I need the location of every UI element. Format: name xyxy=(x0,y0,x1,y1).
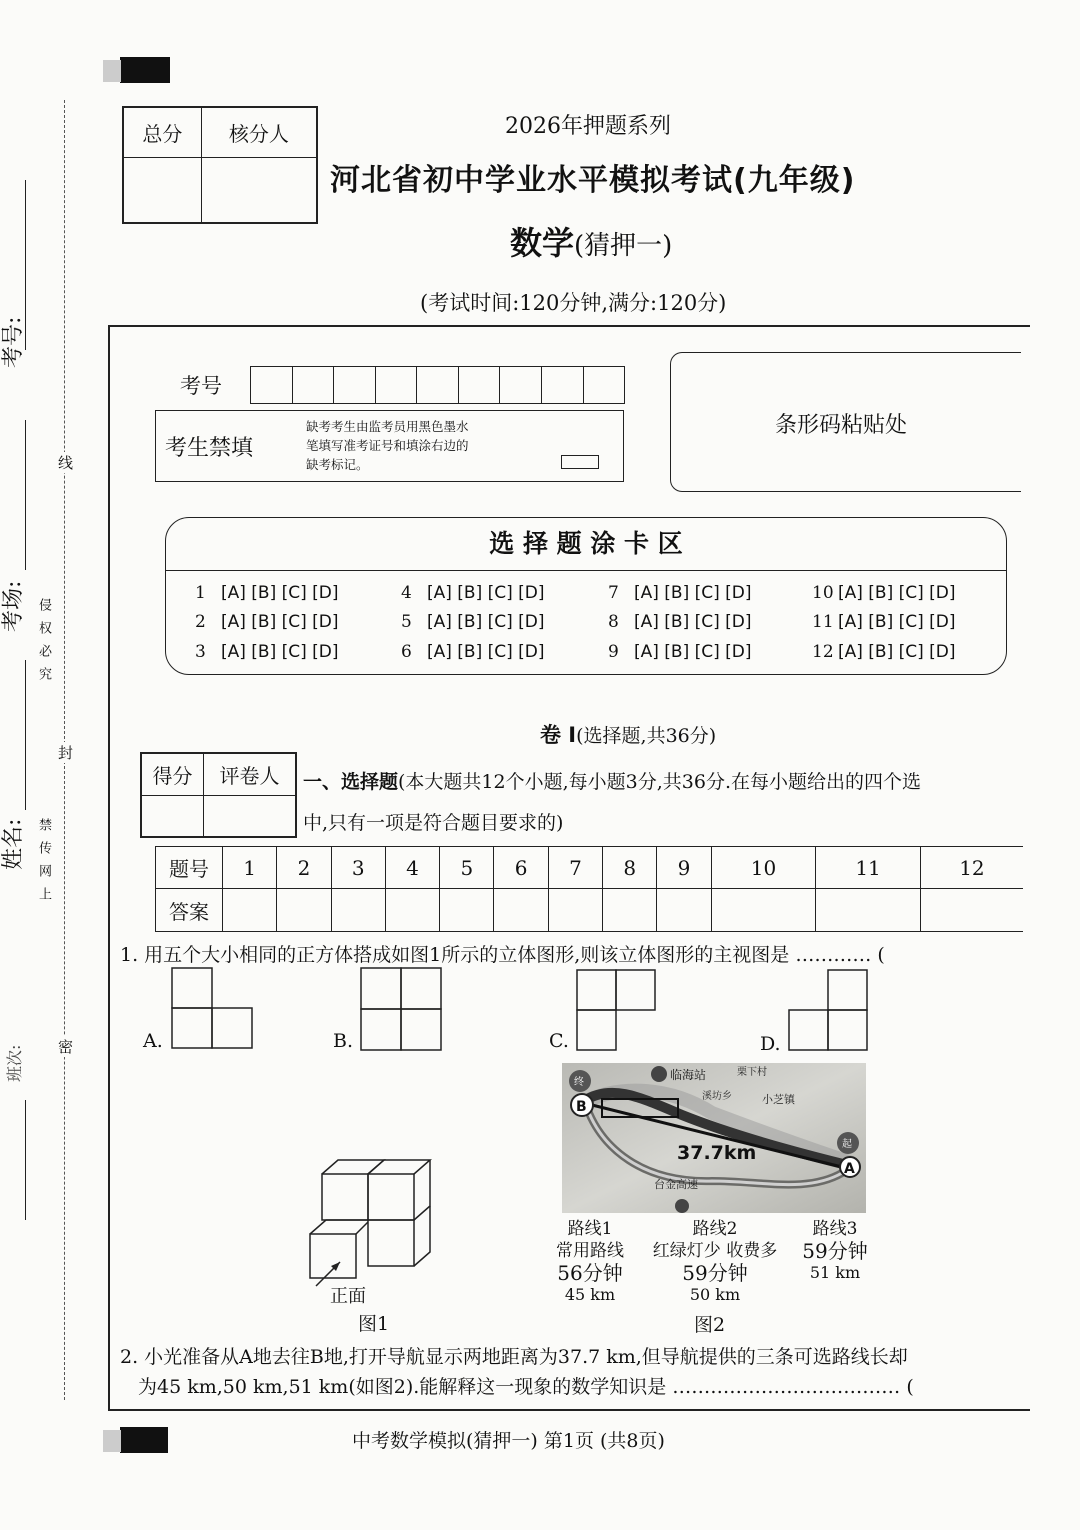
volume-note: (选择题,共36分) xyxy=(576,725,717,747)
exam-number-boxes[interactable] xyxy=(250,366,625,404)
answer-grid-number-header: 题号 xyxy=(156,847,223,889)
absent-note-line: 缺考考生由监考员用黑色墨水 xyxy=(306,419,469,434)
registration-mark-bottom xyxy=(120,1427,168,1453)
subject-name: 数学 xyxy=(510,224,575,262)
bubble-area-title: 选 择 题 涂 卡 区 xyxy=(489,529,683,558)
q1-option-d-label: D. xyxy=(760,1033,781,1055)
route-2-name: 路线2 xyxy=(692,1219,738,1239)
exam-number-digit[interactable] xyxy=(376,367,418,403)
bubble-question-number: 11 xyxy=(812,612,834,632)
series-title: 2026年押题系列 xyxy=(505,114,671,139)
answer-grid-number: 1 xyxy=(223,847,277,889)
answer-grid-number: 3 xyxy=(331,847,385,889)
bubble-question-number: 1 xyxy=(195,583,206,603)
bubble-question-number: 10 xyxy=(812,583,834,603)
exam-number-digit[interactable] xyxy=(459,367,501,403)
bubble-options: [A] [B] [C] [D] xyxy=(221,583,339,603)
barcode-area xyxy=(670,352,1021,492)
exam-title: 河北省初中学业水平模拟考试(九年级) xyxy=(330,163,856,198)
barcode-label: 条形码粘贴处 xyxy=(775,413,908,438)
map-place-linhai: 临海站 xyxy=(670,1068,707,1082)
banji-underline xyxy=(25,1100,26,1220)
bubble-row-1-col-2[interactable] xyxy=(401,583,545,603)
figure-1-caption: 图1 xyxy=(358,1313,390,1335)
route-2-note: 红绿灯少 收费多 xyxy=(652,1241,778,1261)
route-3-name: 路线3 xyxy=(812,1219,858,1239)
route-2-time: 59分钟 xyxy=(682,1261,748,1285)
volume-heading xyxy=(540,719,716,749)
bubble-question-number: 9 xyxy=(608,642,619,662)
bubble-row-1-col-4[interactable] xyxy=(812,583,956,603)
absent-note xyxy=(306,417,469,474)
section-description-line-1 xyxy=(303,762,921,803)
answer-grid-number: 10 xyxy=(711,847,816,889)
answer-grid-cell[interactable] xyxy=(920,889,1023,932)
bubble-question-number: 7 xyxy=(608,583,619,603)
map-start-marker: 起 xyxy=(842,1139,852,1150)
bubble-area-divider xyxy=(166,570,1006,571)
bubble-row-2-col-4[interactable] xyxy=(812,612,956,632)
score-checker-label: 核分人 xyxy=(201,107,317,157)
q1-option-b-label: B. xyxy=(333,1030,354,1052)
answer-grid-number: 5 xyxy=(440,847,494,889)
bubble-row-3-col-3[interactable] xyxy=(608,642,752,662)
q1-option-c-figure xyxy=(575,968,657,1052)
q1-option-d-figure xyxy=(788,968,870,1052)
registration-mark-top xyxy=(120,57,170,83)
grader-reviewer-cell[interactable] xyxy=(203,795,296,837)
xingming-underline xyxy=(25,660,26,810)
registration-mark-bottom-light xyxy=(103,1430,121,1452)
exam-number-label: 考号 xyxy=(180,374,222,398)
map-place-lixia: 栗下村 xyxy=(737,1067,767,1078)
q1-option-b-figure xyxy=(359,966,443,1052)
grader-score-label: 得分 xyxy=(141,753,203,795)
answer-grid-answer-header: 答案 xyxy=(156,889,223,932)
answer-grid-cell[interactable] xyxy=(277,889,331,932)
bubble-row-3-col-4[interactable] xyxy=(812,642,956,662)
bubble-row-2-col-1[interactable] xyxy=(195,612,339,632)
exam-number-digit[interactable] xyxy=(334,367,376,403)
bubble-question-number: 4 xyxy=(401,583,412,603)
bubble-row-1-col-3[interactable] xyxy=(608,583,752,603)
answer-grid-number: 7 xyxy=(548,847,602,889)
score-checker-cell[interactable] xyxy=(201,157,317,223)
subject-title xyxy=(510,218,672,264)
subject-suffix: (猜押一) xyxy=(574,231,673,261)
bubble-row-1-col-1[interactable] xyxy=(195,583,339,603)
answer-grid-number: 8 xyxy=(603,847,657,889)
exam-number-digit[interactable] xyxy=(293,367,335,403)
route-1 xyxy=(540,1218,640,1306)
answer-grid-cell[interactable] xyxy=(494,889,548,932)
bubble-options: [A] [B] [C] [D] xyxy=(838,642,956,662)
absent-note-line: 缺考标记。 xyxy=(306,457,369,472)
answer-grid-cell[interactable] xyxy=(385,889,439,932)
bubble-row-2-col-3[interactable] xyxy=(608,612,752,632)
route-2 xyxy=(640,1218,790,1306)
bubble-options: [A] [B] [C] [D] xyxy=(427,583,545,603)
grader-reviewer-label: 评卷人 xyxy=(203,753,296,795)
bubble-options: [A] [B] [C] [D] xyxy=(427,642,545,662)
answer-grid-cell[interactable] xyxy=(657,889,711,932)
total-score-table xyxy=(122,106,318,224)
map-point-b: B xyxy=(576,1099,587,1115)
section-description xyxy=(303,762,921,844)
bubble-row-3-col-1[interactable] xyxy=(195,642,339,662)
answer-grid-cell[interactable] xyxy=(711,889,816,932)
answer-grid-number: 6 xyxy=(494,847,548,889)
answer-grid-cell[interactable] xyxy=(440,889,494,932)
navigation-map xyxy=(562,1063,866,1213)
answer-grid-cell[interactable] xyxy=(223,889,277,932)
question-1-text: 1. 用五个大小相同的正方体搭成如图1所示的立体图形,则该立体图形的主视图是 ………… ( xyxy=(120,944,885,966)
map-point-a: A xyxy=(844,1161,855,1177)
route-3-distance: 51 km xyxy=(809,1263,861,1282)
front-view-label: 正面 xyxy=(330,1286,366,1307)
notice-copyright: 侵权必究 xyxy=(36,598,51,690)
map-place-xifang: 溪坊乡 xyxy=(702,1091,732,1102)
bubble-options: [A] [B] [C] [D] xyxy=(221,642,339,662)
map-end-marker: 终 xyxy=(574,1077,584,1088)
question-2-text xyxy=(120,1342,1020,1402)
absent-label: 考生禁填 xyxy=(165,436,254,461)
route-3 xyxy=(790,1218,880,1284)
bubble-question-number: 12 xyxy=(812,642,834,662)
bubble-options: [A] [B] [C] [D] xyxy=(634,642,752,662)
absent-note-line: 笔填写准考证号和填涂右边的 xyxy=(306,438,469,453)
bubble-options: [A] [B] [C] [D] xyxy=(634,612,752,632)
route-3-time: 59分钟 xyxy=(802,1239,868,1263)
section-heading: 一、选择题 xyxy=(303,771,399,793)
section-desc-text: (本大题共12个小题,每小题3分,共36分.在每小题给出的四个选 xyxy=(398,771,921,793)
exam-number-digit[interactable] xyxy=(584,367,625,403)
exam-number-digit[interactable] xyxy=(500,367,542,403)
banji-label: 班次: xyxy=(5,1044,24,1082)
line-word-feng: 封 xyxy=(58,744,74,762)
notice-no-upload: 禁传网上 xyxy=(36,818,51,910)
exam-number-digit[interactable] xyxy=(542,367,584,403)
bubble-row-3-col-2[interactable] xyxy=(401,642,545,662)
answer-grid-number: 12 xyxy=(920,847,1023,889)
kaochang-underline xyxy=(25,420,26,570)
figure-2-caption: 图2 xyxy=(694,1314,726,1336)
xingming-label: 姓名: xyxy=(1,818,26,870)
kaochang-label: 考场: xyxy=(1,580,26,632)
volume-label: 卷 I xyxy=(540,723,577,747)
map-distance-label: 37.7km xyxy=(677,1142,757,1164)
line-word-mi: 密 xyxy=(58,1038,74,1056)
answer-grid-cell[interactable] xyxy=(603,889,657,932)
question-2-line-1: 2. 小光准备从A地去往B地,打开导航显示两地距离为37.7 km,但导航提供的三条可选路线长却 xyxy=(120,1346,908,1368)
route-1-name: 路线1 xyxy=(567,1219,613,1239)
bubble-question-number: 6 xyxy=(401,642,412,662)
bubble-question-number: 3 xyxy=(195,642,206,662)
map-place-xiaozhi: 小芝镇 xyxy=(762,1093,795,1106)
section-description-line-2: 中,只有一项是符合题目要求的) xyxy=(303,812,564,834)
q1-option-c-label: C. xyxy=(549,1030,569,1052)
exam-number-digit[interactable] xyxy=(251,367,293,403)
bubble-options: [A] [B] [C] [D] xyxy=(838,583,956,603)
route-1-time: 56分钟 xyxy=(557,1261,623,1285)
answer-grid-number: 9 xyxy=(657,847,711,889)
total-score-label: 总分 xyxy=(123,107,201,157)
answer-grid-cell[interactable] xyxy=(816,889,921,932)
question-2-line-2: 为45 km,50 km,51 km(如图2).能解释这一现象的数学知识是 ……………………………… ( xyxy=(138,1376,914,1398)
answer-grid-number: 2 xyxy=(277,847,331,889)
answer-grid-cell[interactable] xyxy=(331,889,385,932)
grader-score-cell[interactable] xyxy=(141,795,203,837)
bubble-options: [A] [B] [C] [D] xyxy=(221,612,339,632)
page-footer: 中考数学模拟(猜押一) 第1页 (共8页) xyxy=(352,1430,665,1452)
answer-grid-table xyxy=(155,846,1023,932)
figure-1-cubes xyxy=(300,1158,450,1308)
bubble-options: [A] [B] [C] [D] xyxy=(427,612,545,632)
absent-box xyxy=(155,410,624,482)
bubble-row-2-col-2[interactable] xyxy=(401,612,545,632)
grader-table xyxy=(140,752,297,838)
route-1-distance: 45 km xyxy=(564,1285,616,1304)
registration-mark-top-light xyxy=(103,60,121,82)
exam-number-digit[interactable] xyxy=(417,367,459,403)
bubble-question-number: 8 xyxy=(608,612,619,632)
kaohao-label: 考号: xyxy=(1,316,26,368)
route-2-distance: 50 km xyxy=(689,1285,741,1304)
exam-info: (考试时间:120分钟,满分:120分) xyxy=(420,291,727,315)
absent-mark-box[interactable] xyxy=(561,455,599,469)
answer-grid-number: 4 xyxy=(385,847,439,889)
q1-option-a-label: A. xyxy=(143,1030,163,1052)
bubble-question-number: 2 xyxy=(195,612,206,632)
map-place-highway: 台金高速 xyxy=(654,1178,698,1191)
answer-grid-cell[interactable] xyxy=(548,889,602,932)
bubble-options: [A] [B] [C] [D] xyxy=(838,612,956,632)
answer-grid-number: 11 xyxy=(816,847,921,889)
bubble-options: [A] [B] [C] [D] xyxy=(634,583,752,603)
bubble-question-number: 5 xyxy=(401,612,412,632)
q1-option-a-figure xyxy=(170,966,254,1050)
line-word-xian: 线 xyxy=(58,454,74,472)
route-1-note: 常用路线 xyxy=(556,1241,624,1261)
total-score-cell[interactable] xyxy=(123,157,201,223)
